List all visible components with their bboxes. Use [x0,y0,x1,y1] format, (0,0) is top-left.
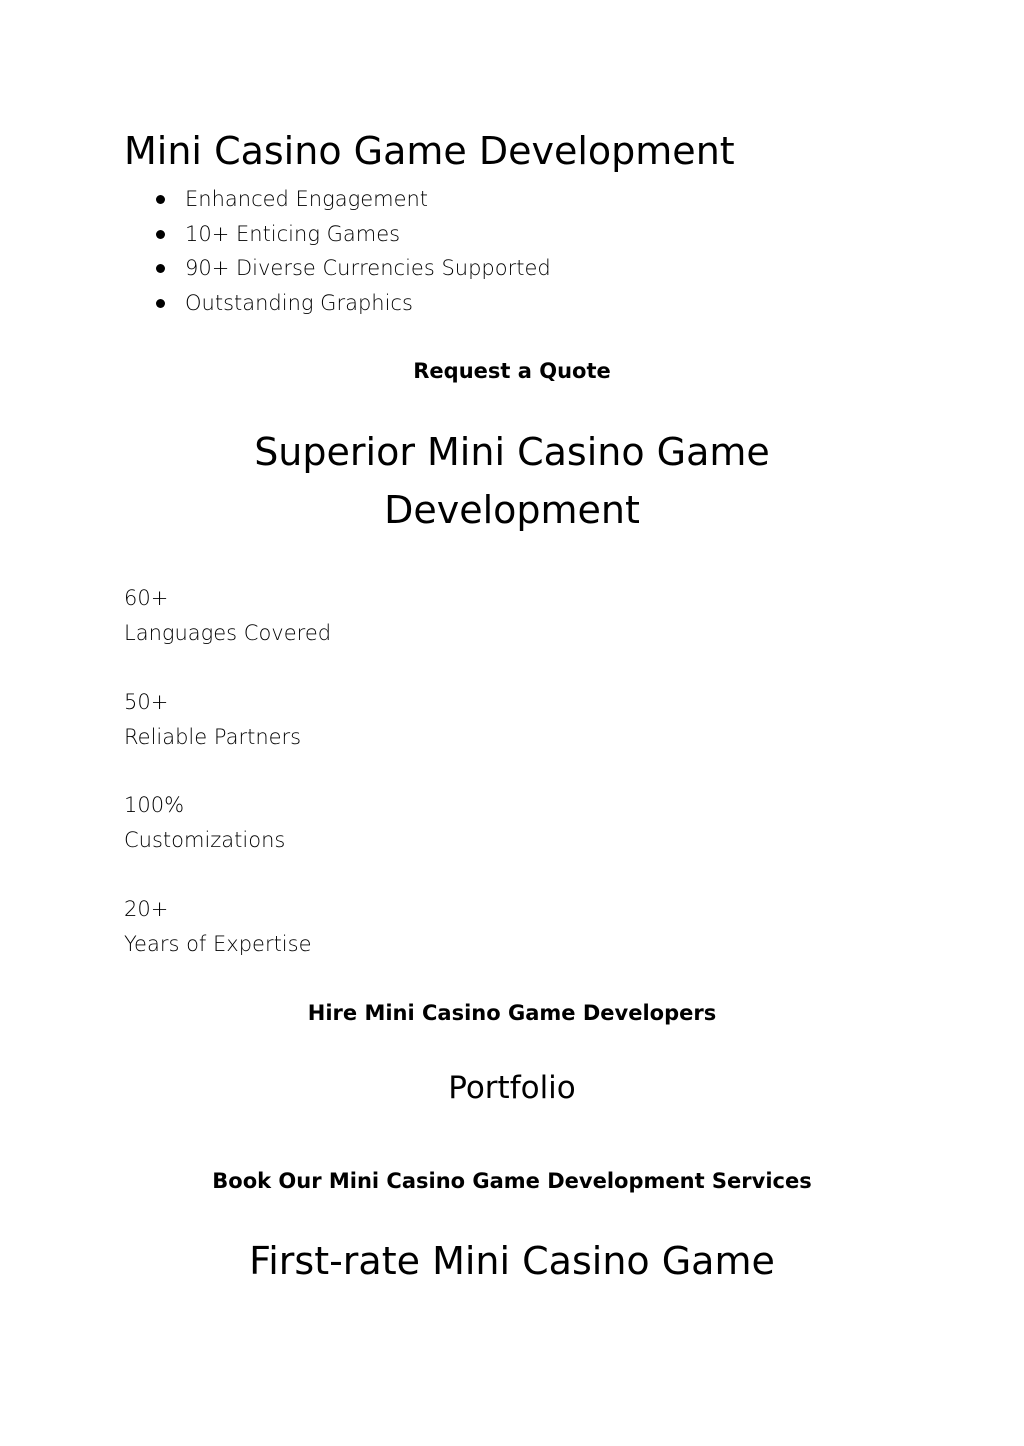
feature-text: 10+ Enticing Games [185,221,401,246]
request-quote-link[interactable]: Request a Quote [413,359,611,383]
stat-block [124,788,285,857]
stat-value: 50+ [124,690,169,714]
hire-developers-link[interactable]: Hire Mini Casino Game Developers [307,1001,717,1025]
bullet-icon [156,299,165,308]
book-services-link[interactable]: Book Our Mini Casino Game Development Services [212,1169,812,1193]
section-heading-line-2: Development [384,488,640,532]
stat-block [124,581,331,650]
stat-label: Customizations [124,827,286,852]
stat-value: 100% [124,793,185,817]
bullet-icon [156,264,165,273]
bottom-heading: First-rate Mini Casino Game [249,1239,775,1283]
stat-label: Languages Covered [124,620,332,645]
bullet-icon [156,195,165,204]
feature-text: Enhanced Engagement [185,187,429,211]
feature-text: 90+ Diverse Currencies Supported [185,256,551,280]
portfolio-heading: Portfolio [448,1070,576,1106]
stat-label: Reliable Partners [124,724,302,749]
section-heading-line-1: Superior Mini Casino Game [254,430,770,474]
list-item [124,182,551,217]
list-item [124,251,551,286]
stat-value: 60+ [124,586,169,610]
feature-text: Outstanding Graphics [185,290,413,315]
list-item [124,286,551,321]
stat-value: 20+ [124,897,169,921]
feature-list [124,182,551,320]
page-title: Mini Casino Game Development [124,129,735,173]
section-heading [0,423,1024,539]
list-item [124,217,551,252]
stat-block [124,892,312,961]
bullet-icon [156,230,165,239]
stat-label: Years of Expertise [124,931,312,956]
stat-block [124,685,301,754]
